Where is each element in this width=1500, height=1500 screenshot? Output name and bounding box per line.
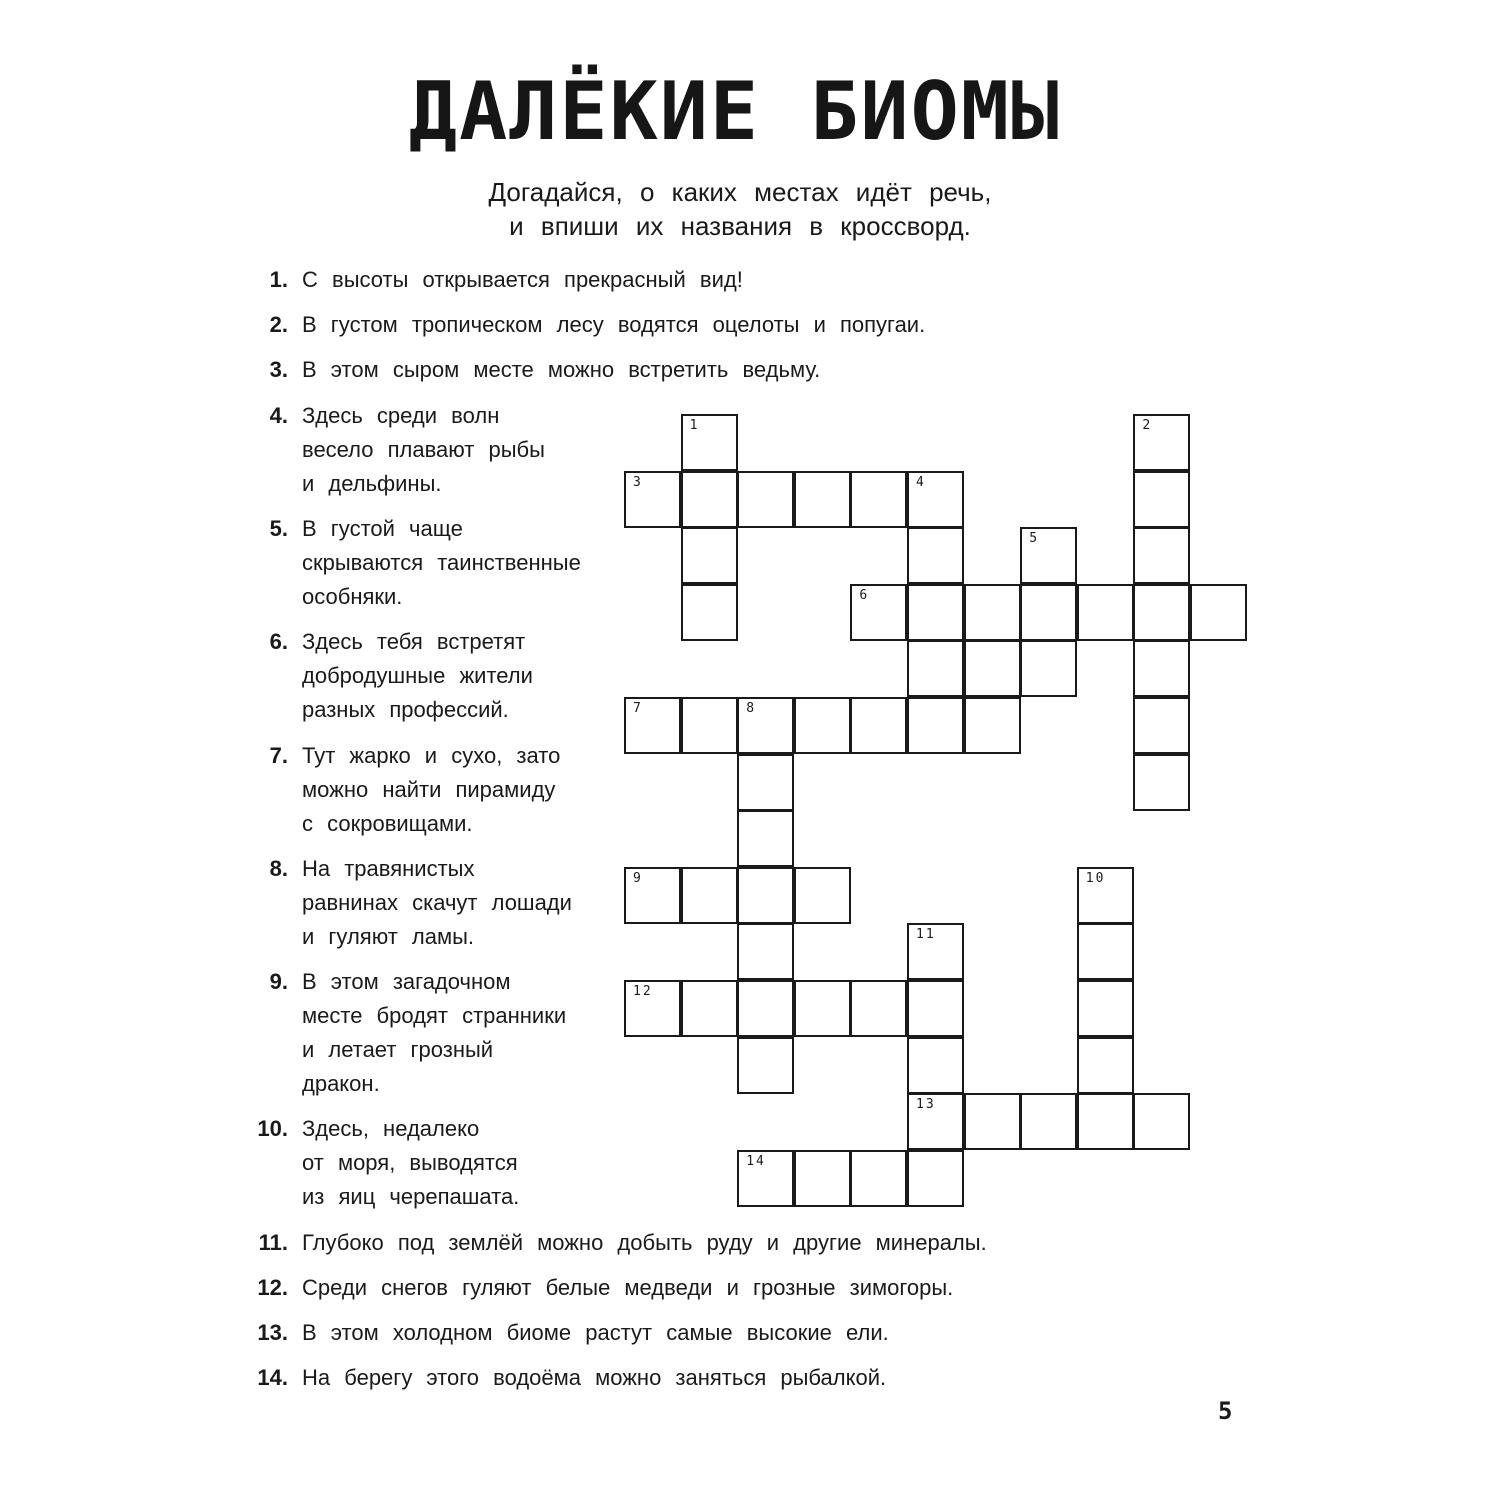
crossword-cell[interactable] bbox=[681, 471, 738, 528]
crossword-cell[interactable] bbox=[1077, 923, 1134, 980]
crossword-cell[interactable] bbox=[737, 1150, 794, 1207]
crossword-cell-number: 6 bbox=[859, 587, 870, 603]
crossword-cell[interactable] bbox=[624, 867, 681, 924]
page-title: ДАЛЁКИЕ БИОМЫ bbox=[408, 65, 1062, 158]
clue-text: В этом холодном биоме растут самые высокие ели. bbox=[302, 1320, 889, 1345]
crossword-cell-number: 3 bbox=[633, 474, 643, 490]
crossword-cell[interactable] bbox=[850, 980, 907, 1037]
crossword-cell-number: 7 bbox=[633, 701, 643, 716]
clue-number: 1. bbox=[269, 267, 288, 292]
clue-number: 7. bbox=[269, 743, 288, 768]
crossword-cell[interactable] bbox=[907, 1150, 964, 1207]
crossword-cell[interactable] bbox=[1133, 1093, 1190, 1150]
clue-number: 9. bbox=[269, 969, 288, 994]
crossword-cell[interactable] bbox=[737, 471, 794, 528]
crossword-cell[interactable] bbox=[681, 980, 738, 1037]
crossword-cell[interactable] bbox=[1133, 697, 1190, 754]
crossword-cell[interactable] bbox=[1077, 867, 1134, 924]
crossword-cell[interactable] bbox=[1133, 584, 1190, 641]
crossword-cell[interactable] bbox=[907, 980, 964, 1037]
crossword-cell[interactable] bbox=[737, 980, 794, 1037]
crossword-cell[interactable] bbox=[1020, 584, 1077, 641]
page-number: 5 bbox=[1218, 1397, 1233, 1425]
crossword-cell[interactable] bbox=[681, 584, 738, 641]
crossword-cell-number: 8 bbox=[746, 701, 757, 716]
crossword-cell[interactable] bbox=[1133, 414, 1190, 471]
crossword-cell-number: 12 bbox=[633, 984, 653, 999]
crossword-cell[interactable] bbox=[850, 697, 907, 754]
instructions-line-2: и впиши их названия в кроссворд. bbox=[509, 211, 971, 241]
crossword-cell[interactable] bbox=[737, 1037, 794, 1094]
clue-text: Здесь среди волн весело плавают рыбы и дельфины. bbox=[302, 403, 545, 496]
crossword-cell[interactable] bbox=[850, 1150, 907, 1207]
crossword-cell[interactable] bbox=[1133, 640, 1190, 697]
crossword-cell[interactable] bbox=[681, 697, 738, 754]
clue-number: 11. bbox=[258, 1230, 288, 1255]
clue-text: На берегу этого водоёма можно заняться рыбалкой. bbox=[302, 1365, 887, 1390]
crossword-cell[interactable] bbox=[737, 923, 794, 980]
crossword-cell-number: 4 bbox=[916, 474, 926, 490]
crossword-cell[interactable] bbox=[850, 471, 907, 528]
clue-number: 13. bbox=[257, 1320, 288, 1345]
crossword-cell-number: 10 bbox=[1085, 870, 1106, 886]
crossword-cell[interactable] bbox=[794, 980, 851, 1037]
crossword-cell[interactable] bbox=[624, 980, 681, 1037]
crossword-cell-number: 9 bbox=[633, 870, 643, 886]
clue-number: 6. bbox=[269, 629, 288, 654]
crossword-cell[interactable] bbox=[1077, 980, 1134, 1037]
clue-text: В густой чаще скрываются таинственные особняки. bbox=[302, 516, 581, 609]
crossword-cell[interactable] bbox=[907, 640, 964, 697]
crossword-cell[interactable] bbox=[737, 697, 794, 754]
crossword-cell-number: 5 bbox=[1029, 531, 1040, 547]
clue-number: 8. bbox=[269, 856, 288, 881]
crossword-cell[interactable] bbox=[907, 923, 964, 980]
crossword-cell[interactable] bbox=[907, 471, 964, 528]
clue-number: 2. bbox=[269, 312, 288, 337]
crossword-cell[interactable] bbox=[907, 584, 964, 641]
crossword-cell[interactable] bbox=[624, 471, 681, 528]
clue-number: 14. bbox=[257, 1365, 288, 1390]
clue-text: В этом загадочном месте бродят странники и летает грозный дракон. bbox=[302, 969, 567, 1096]
crossword-cell[interactable] bbox=[964, 584, 1021, 641]
crossword-cell[interactable] bbox=[681, 414, 738, 471]
clue-text: Среди снегов гуляют белые медведи и грозные зимогоры. bbox=[302, 1275, 954, 1300]
crossword-cell[interactable] bbox=[1077, 1037, 1134, 1094]
crossword-cell-number: 11 bbox=[916, 927, 936, 943]
crossword-cell[interactable] bbox=[737, 867, 794, 924]
crossword-cell[interactable] bbox=[850, 584, 907, 641]
crossword-cell[interactable] bbox=[1133, 527, 1190, 584]
clue-number: 12. bbox=[257, 1275, 288, 1300]
clue-number: 4. bbox=[269, 403, 288, 428]
crossword-cell[interactable] bbox=[794, 867, 851, 924]
clue-number: 3. bbox=[269, 357, 288, 382]
clue-text: Тут жарко и сухо, зато можно найти пирамиду с сокровищами. bbox=[302, 743, 561, 836]
crossword-cell[interactable] bbox=[681, 867, 738, 924]
clue-text: Здесь, недалеко от моря, выводятся из яиц черепашата. bbox=[302, 1116, 520, 1209]
crossword-cell[interactable] bbox=[964, 1093, 1021, 1150]
crossword-cell[interactable] bbox=[907, 1037, 964, 1094]
clue-text: На травянистых равнинах скачут лошади и гуляют ламы. bbox=[302, 856, 572, 949]
clue-number: 10. bbox=[257, 1116, 288, 1141]
crossword-cell[interactable] bbox=[1133, 754, 1190, 811]
crossword-cell-number: 2 bbox=[1142, 418, 1153, 433]
clue-text: В густом тропическом лесу водятся оцелоты и попугаи. bbox=[302, 312, 926, 337]
crossword-cell[interactable] bbox=[907, 527, 964, 584]
crossword-cell[interactable] bbox=[1020, 527, 1077, 584]
clue-text: Здесь тебя встретят добродушные жители разных профессий. bbox=[302, 629, 533, 722]
crossword-cell[interactable] bbox=[1020, 640, 1077, 697]
crossword-cell-number: 13 bbox=[916, 1097, 936, 1113]
crossword-cell-number: 1 bbox=[689, 418, 700, 433]
crossword-cell[interactable] bbox=[737, 754, 794, 811]
instructions bbox=[440, 175, 1040, 243]
crossword-cell[interactable] bbox=[794, 1150, 851, 1207]
crossword-cell[interactable] bbox=[794, 697, 851, 754]
crossword-cell[interactable] bbox=[907, 697, 964, 754]
instructions-line-1: Догадайся, о каких местах идёт речь, bbox=[488, 177, 992, 207]
clue-number: 5. bbox=[269, 516, 288, 541]
crossword-cell[interactable] bbox=[907, 1093, 964, 1150]
crossword-cell[interactable] bbox=[1020, 1093, 1077, 1150]
crossword-cell[interactable] bbox=[1190, 584, 1247, 641]
crossword-cell[interactable] bbox=[737, 810, 794, 867]
crossword-cell[interactable] bbox=[964, 697, 1021, 754]
crossword-cell-number: 14 bbox=[746, 1153, 766, 1169]
crossword-cell[interactable] bbox=[1077, 584, 1134, 641]
crossword-cell[interactable] bbox=[681, 527, 738, 584]
crossword-cell[interactable] bbox=[964, 640, 1021, 697]
crossword-cell[interactable] bbox=[1133, 471, 1190, 528]
clue-text: Глубоко под землёй можно добыть руду и другие минералы. bbox=[302, 1230, 987, 1255]
crossword-cell[interactable] bbox=[624, 697, 681, 754]
crossword-cell[interactable] bbox=[794, 471, 851, 528]
clue-text: С высоты открывается прекрасный вид! bbox=[302, 267, 743, 292]
crossword-cell[interactable] bbox=[1077, 1093, 1134, 1150]
clue-text: В этом сыром месте можно встретить ведьму. bbox=[302, 357, 821, 382]
